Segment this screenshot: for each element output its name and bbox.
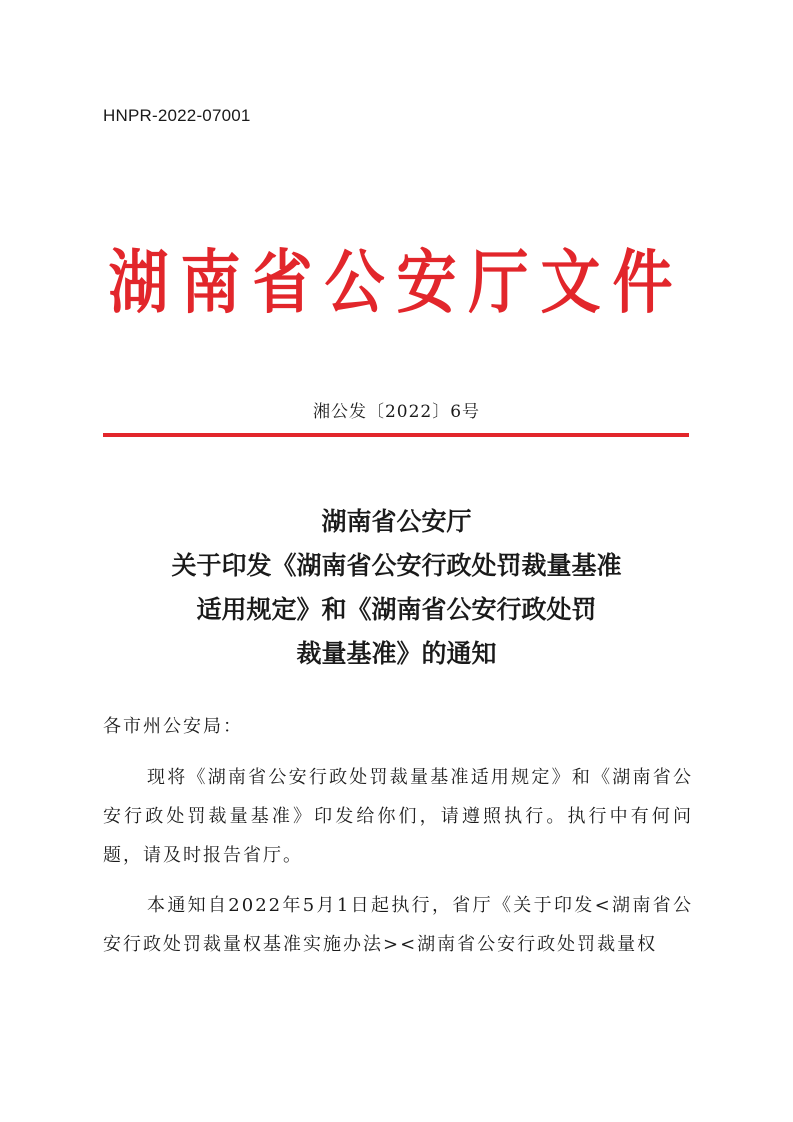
title-line: 裁量基准》的通知 [296, 639, 497, 668]
body-paragraph: 现将《湖南省公安行政处罚裁量基准适用规定》和《湖南省公安行政处罚裁量基准》印发给你们，请遵照执行。执行中有何问题，请及时报告省厅。 [103, 767, 693, 866]
addressee: 各市州公安局： [103, 716, 243, 737]
document-header-title: 湖南省公安厅文件 [108, 242, 685, 324]
document-code: HNPR-2022-07001 [103, 106, 251, 125]
title-line: 适用规定》和《湖南省公安行政处罚 [196, 595, 597, 624]
notice-title [0, 500, 793, 676]
title-line: 关于印发《湖南省公安行政处罚裁量基准 [171, 551, 622, 580]
title-line: 湖南省公安厅 [321, 507, 472, 536]
body-paragraph: 本通知自2022年5月1日起执行，省厅《关于印发<湖南省公安行政处罚裁量权基准实施办法><湖南省公安行政处罚裁量权 [103, 895, 693, 955]
document-number: 湘公发〔2022〕6号 [312, 402, 481, 422]
red-divider [103, 433, 689, 437]
